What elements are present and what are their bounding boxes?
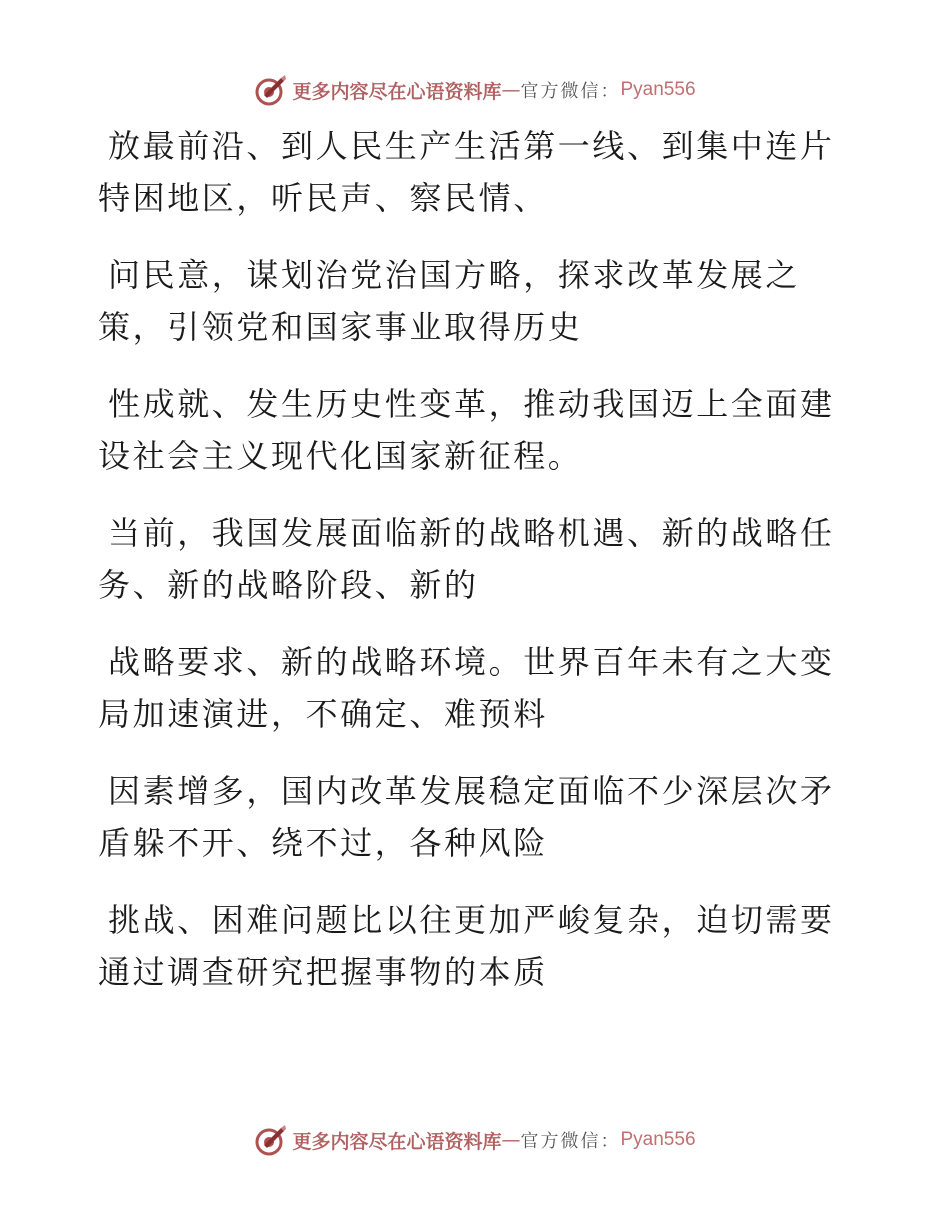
footer-site-title: 更多内容尽在心语资料库 <box>292 1130 502 1153</box>
paragraph-line: 局加速演进，不确定、难预料 <box>98 695 548 733</box>
paragraph-line: 务、新的战略阶段、新的 <box>98 566 479 604</box>
header-banner <box>0 70 950 110</box>
paragraph <box>98 507 838 611</box>
header-dash: — <box>501 79 521 101</box>
paragraph <box>98 894 838 998</box>
paragraph <box>98 378 838 482</box>
paragraph-line: 性成就、发生历史性变革，推动我国迈上全面建 <box>108 385 835 423</box>
paragraph-line: 挑战、困难问题比以往更加严峻复杂，迫切需要 <box>108 901 835 939</box>
paragraph-line: 盾躲不开、绕不过，各种风险 <box>98 824 548 862</box>
footer-banner <box>0 1120 950 1160</box>
paragraph-line: 因素增多，国内改革发展稳定面临不少深层次矛 <box>108 772 835 810</box>
footer-wechat-label: 官方微信： <box>520 1131 621 1152</box>
paragraph-line: 放最前沿、到人民生产生活第一线、到集中连片 <box>108 127 835 165</box>
paragraph-line: 通过调查研究把握事物的本质 <box>98 953 548 991</box>
paragraph <box>98 249 838 353</box>
paragraph <box>98 120 838 224</box>
header-site-title: 更多内容尽在心语资料库 <box>292 80 502 103</box>
paragraph-line: 设社会主义现代化国家新征程。 <box>98 437 583 475</box>
paragraph-line: 策，引领党和国家事业取得历史 <box>98 308 583 346</box>
paragraph-line: 当前，我国发展面临新的战略机遇、新的战略任 <box>108 514 835 552</box>
paragraph-line: 战略要求、新的战略环境。世界百年未有之大变 <box>108 643 835 681</box>
document-body <box>98 120 838 1023</box>
pen-logo-icon <box>254 1123 288 1157</box>
header-wechat-label: 官方微信： <box>520 81 621 102</box>
footer-wechat-id: Pyan556 <box>620 1129 696 1150</box>
paragraph <box>98 636 838 740</box>
paragraph-line: 问民意，谋划治党治国方略，探求改革发展之 <box>108 256 801 294</box>
header-wechat-id: Pyan556 <box>620 79 696 100</box>
pen-logo-icon <box>254 73 288 107</box>
paragraph <box>98 765 838 869</box>
footer-dash: — <box>501 1129 521 1151</box>
paragraph-line: 特困地区，听民声、察民情、 <box>98 179 548 217</box>
